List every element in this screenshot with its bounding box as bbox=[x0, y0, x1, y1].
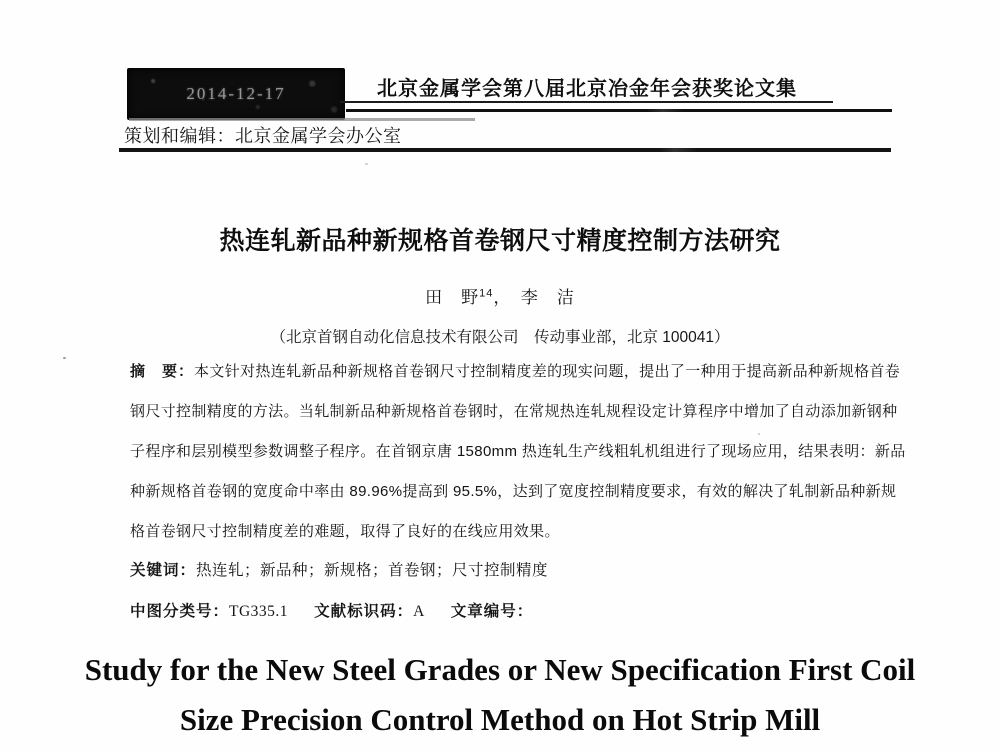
header-underline-thick bbox=[346, 109, 892, 112]
classification-line bbox=[130, 599, 533, 621]
date-stamp-box bbox=[127, 68, 345, 120]
scan-speck bbox=[63, 357, 66, 359]
abstract-block bbox=[130, 352, 906, 552]
stamp-shadow-line bbox=[129, 118, 475, 121]
authors-line bbox=[0, 283, 1000, 308]
header-rule-full bbox=[119, 148, 891, 152]
keywords-text: 热连轧；新品种；新规格；首卷钢；尺寸控制精度 bbox=[196, 562, 549, 579]
stamp-date: 2014-12-17 bbox=[186, 84, 286, 103]
abstract-text: 本文针对热连轧新品种新规格首卷钢尺寸控制精度差的现实问题，提出了一种用于提高新品种新规格首卷 bbox=[194, 363, 901, 380]
header-underline-thin bbox=[340, 101, 833, 103]
author-1: 田 野 bbox=[425, 288, 480, 307]
paper-title-chinese: 热连轧新品种新规格首卷钢尺寸精度控制方法研究 bbox=[219, 227, 781, 255]
article-id-label: 文章编号： bbox=[450, 603, 534, 620]
clc-value: TG335.1 bbox=[229, 603, 289, 620]
abstract-line: 子程序和层别模型参数调整子程序。在首钢京唐 1580mm 热连轧生产线粗轧机组进行了现场应用，结果表明：新品 bbox=[130, 443, 906, 460]
doc-code-value: A bbox=[413, 603, 425, 620]
abstract-line bbox=[130, 352, 901, 392]
abstract-line: 格首卷钢尺寸控制精度差的难题，取得了良好的在线应用效果。 bbox=[130, 523, 560, 540]
paper-title-english-line1: Study for the New Steel Grades or New Specification First Coil bbox=[84, 652, 916, 687]
abstract-line: 钢尺寸控制精度的方法。当轧制新品种新规格首卷钢时，在常规热连轧规程设定计算程序中增加了自动添加新钢种 bbox=[130, 403, 898, 420]
keywords-line bbox=[130, 558, 548, 580]
author-superscript: 14 bbox=[479, 287, 494, 300]
author-separator: ， bbox=[493, 288, 521, 307]
scan-speck bbox=[365, 163, 368, 165]
keywords-label: 关键词： bbox=[130, 562, 197, 579]
affiliation: （北京首钢自动化信息技术有限公司 传动事业部，北京 100041） bbox=[270, 329, 730, 346]
paper-title-english-line2: Size Precision Control Method on Hot Strip Mill bbox=[179, 702, 821, 737]
clc-label: 中图分类号： bbox=[130, 603, 230, 620]
editor-credit: 策划和编辑：北京金属学会办公室 bbox=[124, 126, 402, 146]
scan-speck bbox=[758, 433, 760, 435]
doc-code-label: 文献标识码： bbox=[314, 603, 414, 620]
abstract-label: 摘 要： bbox=[130, 363, 195, 380]
abstract-line: 种新规格首卷钢的宽度命中率由 89.96%提高到 95.5%，达到了宽度控制精度要求，有效的解决了轧制新品种新规 bbox=[130, 483, 897, 500]
proceedings-title: 北京金属学会第八届北京冶金年会获奖论文集 bbox=[377, 78, 797, 100]
author-2: 李 洁 bbox=[520, 288, 575, 307]
